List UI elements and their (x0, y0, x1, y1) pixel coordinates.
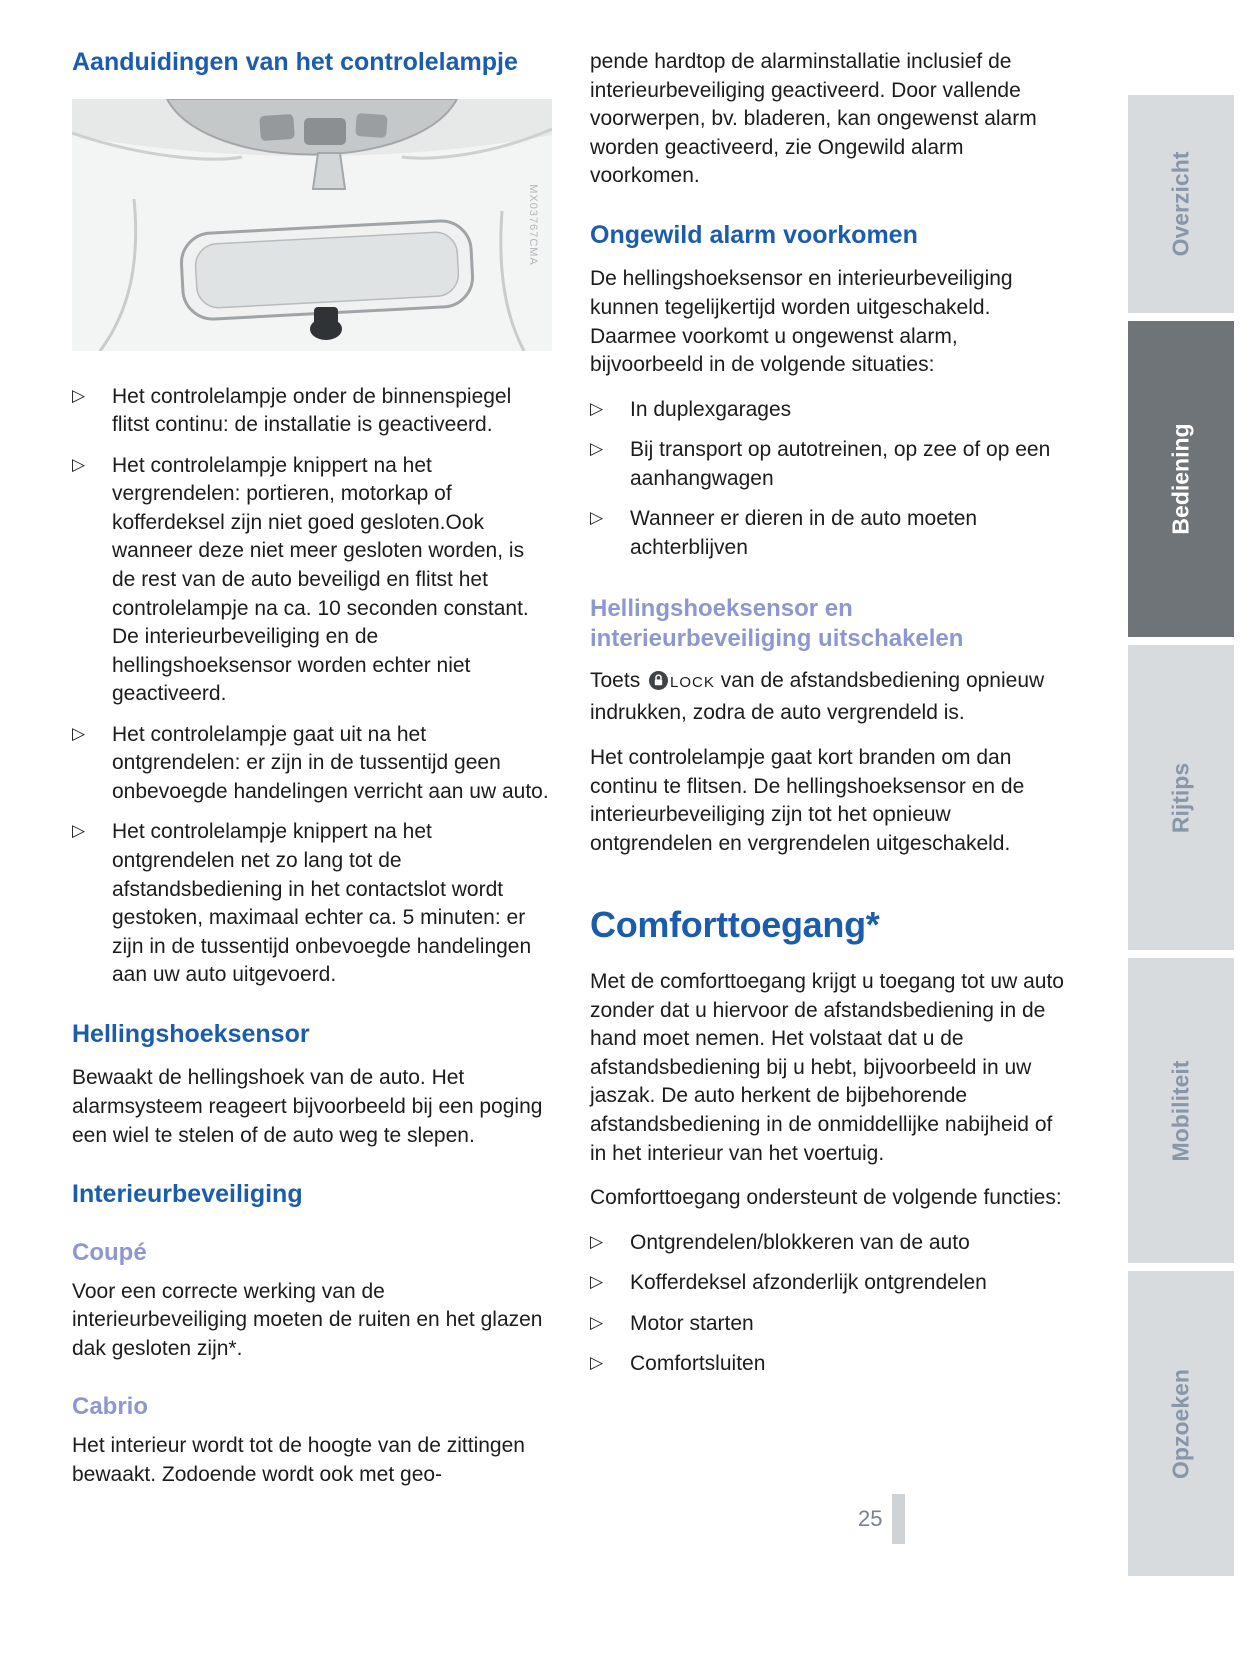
triangle-bullet-icon: ▷ (590, 398, 604, 419)
triangle-bullet-icon: ▷ (590, 1231, 604, 1252)
triangle-bullet-icon: ▷ (72, 454, 86, 475)
body-text: Bewaakt de hellingshoek van de auto. Het alarmsysteem reageert bijvoorbeeld bij een poging een wiel te stelen of de auto weg te slepen. (72, 1066, 543, 1147)
body-text: Voor een correcte werking van de interieurbeveiliging moeten de ruiten en het glazen dak gesloten zijn*. (72, 1279, 543, 1360)
list-item (590, 436, 1070, 493)
tab-opzoeken (1128, 1271, 1234, 1576)
triangle-bullet-icon: ▷ (590, 1353, 604, 1374)
list-item-text: Het controlelampje onder de binnenspiegel flitst continu: de installatie is geactiveerd. (112, 384, 512, 437)
list-item (590, 505, 1070, 562)
list-item (72, 721, 552, 807)
comforttoegang-list (590, 1229, 1070, 1379)
list-item (590, 396, 1070, 425)
page-content (72, 48, 1070, 1505)
tab-bediening (1128, 321, 1234, 637)
list-item-text: Bij transport op autotreinen, op zee of op een aanhangwagen (630, 438, 1051, 490)
page-number: 25 (858, 1506, 883, 1531)
list-item-text: Ontgrendelen/blokkeren van de auto (630, 1230, 970, 1254)
body-text: van de afstandsbediening opnieuw indrukken, zodra de auto vergrendeld is. (590, 668, 1045, 725)
chapter-heading-comforttoegang: Comforttoegang* (590, 904, 880, 946)
subsection-heading-coupe: Coupé (72, 1238, 147, 1266)
list-item (72, 818, 552, 989)
rearview-mirror-drawing (72, 99, 552, 351)
list-item-text: Comfortsluiten (630, 1352, 766, 1376)
tab-label: Rijtips (1167, 762, 1194, 833)
left-column (72, 48, 552, 1505)
lock-button-icon (648, 670, 669, 700)
right-column (590, 48, 1070, 1505)
triangle-bullet-icon: ▷ (590, 1272, 604, 1293)
ongewild-list (590, 396, 1070, 563)
list-item (590, 1310, 1070, 1339)
section-heading-controlelampje: Aanduidingen van het controlelampje (72, 48, 518, 76)
triangle-bullet-icon: ▷ (72, 723, 86, 744)
page-footer (858, 1494, 905, 1544)
list-item (590, 1229, 1070, 1258)
footer-bar (892, 1494, 905, 1544)
list-item (72, 383, 552, 440)
heading-line: Hellingshoeksensor en (590, 595, 853, 623)
section-heading-hellingshoeksensor: Hellingshoeksensor (72, 1019, 310, 1048)
list-item-text: Het controlelampje gaat uit na het ontgrendelen: er zijn in de tussentijd geen onbevoegde handelingen verricht aan uw auto. (112, 722, 549, 803)
lock-button-label: LOCK (670, 673, 715, 691)
body-text: Met de comforttoegang krijgt u toegang tot uw auto zonder dat u hiervoor de afstandsbediening in de hand moet nemen. Het volstaat dat u de afstandsbediening bij u hebt, bijvoorbeeld in uw jaszak. De auto herkent de bijbehorende afstandsbediening in de onmiddellijke nabijheid of in het interieur van het voertuig. (590, 970, 1064, 1165)
tab-label: Opzoeken (1167, 1368, 1194, 1479)
body-text-continuation: pende hardtop de alarminstallatie inclusief de interieurbeveiliging geactiveerd. Door vallende voorwerpen, bv. bladeren, kan ongewenst alarm worden geactiveerd, zie Ongewild alarm voorkomen. (590, 50, 1037, 188)
triangle-bullet-icon: ▷ (590, 508, 604, 529)
tab-rijtips (1128, 645, 1234, 950)
section-heading-interieurbeveiliging: Interieurbeveiliging (72, 1180, 303, 1209)
triangle-bullet-icon: ▷ (72, 385, 86, 406)
tab-label: Bediening (1167, 423, 1194, 535)
list-item (72, 452, 552, 709)
list-item (590, 1269, 1070, 1298)
section-heading-ongewild-alarm: Ongewild alarm voorkomen (590, 220, 918, 249)
subsection-heading-cabrio: Cabrio (72, 1393, 149, 1421)
body-text: Toets (590, 668, 641, 692)
triangle-bullet-icon: ▷ (590, 1312, 604, 1333)
heading-line: interieurbeveiliging uitschakelen (590, 624, 964, 652)
tab-label: Mobiliteit (1167, 1060, 1194, 1161)
list-item-text: Motor starten (630, 1311, 754, 1335)
tab-mobiliteit (1128, 958, 1234, 1263)
controlelampje-list (72, 383, 552, 990)
tab-label: Overzicht (1167, 151, 1194, 257)
subsection-heading-uitschakelen (590, 594, 1070, 653)
list-item-text: Het controlelampje knippert na het ontgrendelen net zo lang tot de afstandsbediening in het contactslot wordt gestoken, maximaal echter ca. 5 minuten: er zijn in de tussentijd onbevoegde handelingen aan uw auto uitgevoerd. (112, 820, 532, 987)
body-text: De hellingshoeksensor en interieurbeveiliging kunnen tegelijkertijd worden uitgeschakeld. Daarmee voorkomt u ongewenst alarm, bijvoorbeeld in de volgende situaties: (590, 267, 1013, 377)
tab-overzicht (1128, 95, 1234, 313)
body-text: Comforttoegang ondersteunt de volgende functies: (590, 1186, 1062, 1210)
list-item-text: In duplexgarages (630, 397, 792, 421)
triangle-bullet-icon: ▷ (72, 821, 86, 842)
triangle-bullet-icon: ▷ (590, 439, 604, 460)
list-item-text: Wanneer er dieren in de auto moeten achterblijven (630, 507, 978, 559)
list-item (590, 1350, 1070, 1379)
list-item-text: Kofferdeksel afzonderlijk ontgrendelen (630, 1271, 987, 1295)
image-watermark: MX03767CMA (527, 183, 540, 266)
list-item-text: Het controlelampje knippert na het vergrendelen: portieren, motorkap of kofferdeksel zijn niet goed gesloten.Ook wanneer deze niet meer gesloten worden, is de rest van de auto beveiligd en flitst het controlelampje na ca. 10 seconden constant. De interieurbeveiliging en de hellingshoeksensor worden echter niet geactiveerd. (112, 453, 529, 706)
body-text: Het controlelampje gaat kort branden om dan continu te flitsen. De hellingshoeksensor en de interieurbeveiliging zijn tot het opnieuw ontgrendelen en vergrendelen uitgeschakeld. (590, 746, 1025, 855)
body-text: Het interieur wordt tot de hoogte van de zittingen bewaakt. Zodoende wordt ook met geo- (72, 1434, 525, 1486)
lock-instruction (590, 667, 1070, 728)
rearview-mirror-illustration (72, 99, 552, 351)
